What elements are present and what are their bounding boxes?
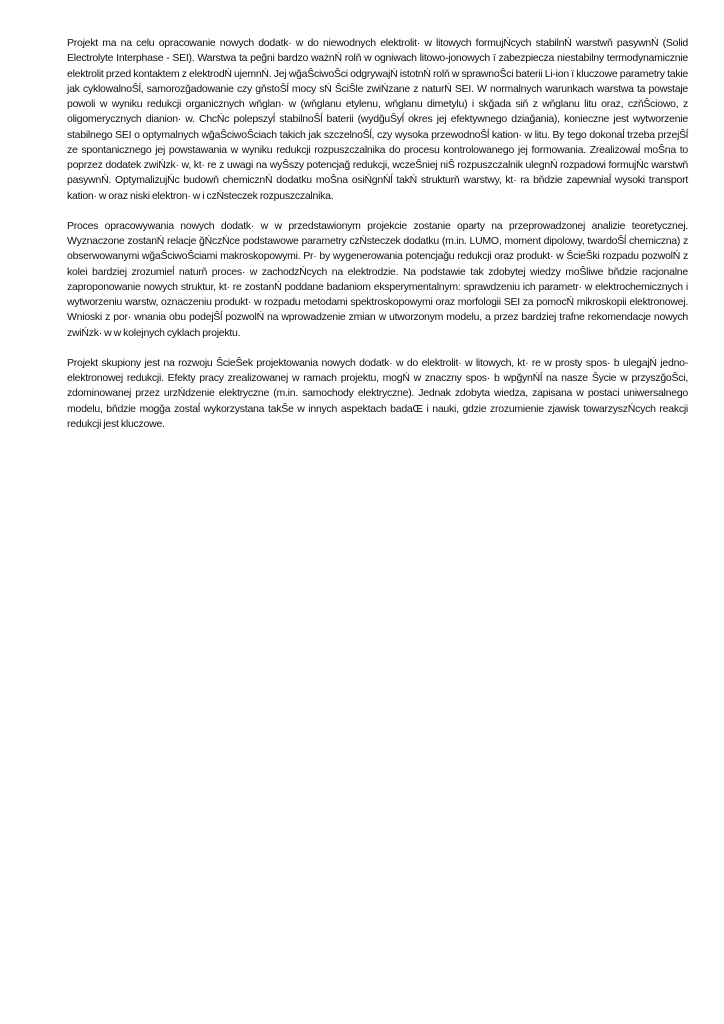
- paragraph-summary: Projekt skupiony jest na rozwoju ŜcieŜek projektowania nowych dodatk· w do elektrolit· w litowych, kt· re w prosty spos· b ulegajŃ jedno-elektronowej redukcji. Efekty pracy zrealizowanej w ramach projektu, mogŃ w znaczny spos· b wpğynŃĺ na nasze Ŝycie w przyszğoŜci, zdominowanej przez urzŃdzenie elektryczne (m.in. samochody elektryczne). Jednak zdobyta wiedza, zapisana w postaci uniwersalnego modelu, bňdzie mogğa zostaĺ wykorzystana takŜe w innych aspektach badaŒ i nauki, gdzie zrozumienie zjawisk towarzyszŃcych reakcji redukcji jest kluczowe.: [67, 356, 688, 430]
- paragraph-project-goal: Projekt ma na celu opracowanie nowych dodatk· w do niewodnych elektrolit· w litowych formujŃcych stabilnŃ warstwň pasywnŃ (Solid Electrolyte Interphase - SEI). Warstwa ta peğni bardzo ważnŃ rolň w ogniwach litowo-jonowych ï zabezpiecza niestabilny termodynamicznie elektrolit przed kontaktem z elektrodŃ ujemnŃ. Jej wğaŜciwoŜci odgrywajŃ istotnŃ rolň w sprawnoŜci baterii Li-ion ï kluczowe parametry takie jak cyklowalnoŜĺ, samorozğadowanie czy gňstoŜĺ mocy sŃ ŜciŜle zwiŃzane z naturŃ SEI. W normalnych warunkach warstwa ta powstaje powoli w wyniku redukcji organicznych wňglan· w (wňglanu etylenu, wňglanu dimetylu) i skğada siň z wňglanu litu oraz, czňŜciowo, z oligomerycznych dianion· w. ChcŃc polepszyĺ stabilnoŜĺ baterii (wydğuŜyĺ okres jej efektywnego dziağania), konieczne jest wytworzenie stabilnego SEI o optymalnych wğaŜciwoŜciach takich jak szczelnoŜĺ, czy wysoka przewodnoŜĺ kation· w litu. By tego dokonaĺ trzeba przejŜĺ ze spontanicznego jej powstawania w wyniku redukcji rozpuszczalnika do procesu kontrolowanego jej formowania. Zrealizowaĺ moŜna to poprzez dodatek zwiŃzk· w, kt· re z uwagi na wyŜszy potencjağ redukcji, wczeŜniej niŜ rozpuszczalnik ulegnŃ rozpadowi formujŃc warstwň pasywnŃ. OptymalizujŃc budowň chemicznŃ dodatku moŜna osiŃgnŃĺ takŃ strukturň warstwy, kt· ra bňdzie zapewniaĺ wysoki transport kation· w oraz niski elektron· w i czŃsteczek rozpuszczalnika.: [67, 37, 688, 202]
- document-page: [67, 36, 688, 447]
- paragraph-method: Proces opracowywania nowych dodatk· w w przedstawionym projekcie zostanie oparty na przeprowadzonej analizie teoretycznej. Wyznaczone zostanŃ relacje ğŃczŃce podstawowe parametry czŃsteczek dodatku (m.in. LUMO, moment dipolowy, twardoŜĺ chemiczna) z obserwowanymi wğaŜciwoŜciami makroskopowymi. Pr· by wygenerowania potencjağu redukcji oraz produkt· w ŜcieŜki rozpadu pozwolŃ z kolei bardziej zrozumieĺ naturň proces· w zachodzŃcych na elektrodzie. Na podstawie tak zdobytej wiedzy moŜliwe bňdzie racjonalne zaproponowanie nowych struktur, kt· re zostanŃ poddane badaniom eksperymentalnym: sprawdzeniu ich parametr· w elektrochemicznych i wytworzeniu warstw, oznaczeniu produkt· w rozpadu metodami spektroskopowymi oraz morfologii SEI za pomocŃ mikroskopii elektronowej. Wnioski z por· wnania obu podejŜĺ pozwolŃ na wprowadzenie zmian w utworzonym modelu, a przez bardziej trafne rekomendacje nowych zwiŃzk· w w kolejnych cyklach projektu.: [67, 219, 688, 339]
